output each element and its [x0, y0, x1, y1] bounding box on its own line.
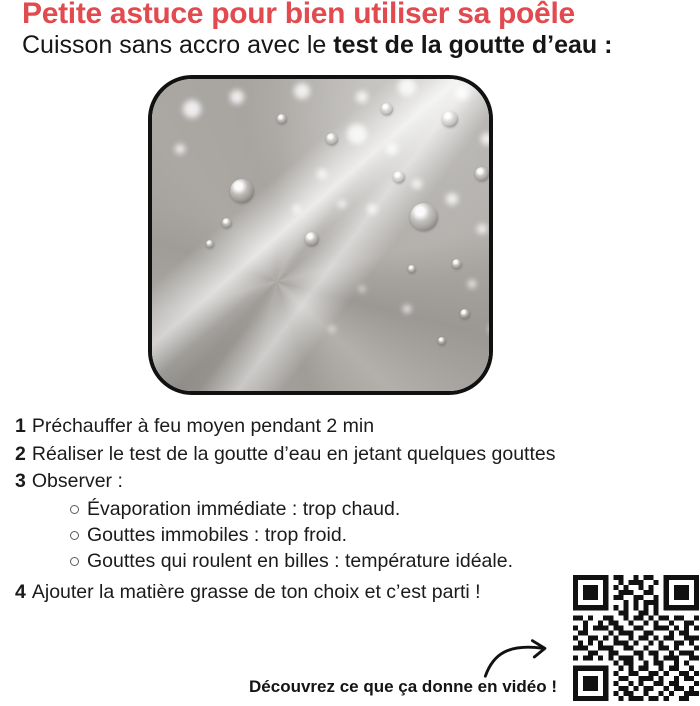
water-speck [468, 280, 476, 288]
water-speck [338, 200, 346, 208]
water-speck [359, 286, 365, 292]
water-droplet [206, 240, 214, 248]
curved-arrow-icon [478, 633, 558, 681]
water-droplet [230, 179, 254, 203]
observation-item-cold [70, 522, 685, 548]
water-speck [183, 100, 201, 118]
water-droplet [277, 114, 287, 124]
water-speck [398, 78, 416, 96]
water-droplet [222, 218, 232, 228]
step-2-text: Réaliser le test de la goutte d’eau en jetant quelques gouttes [31, 442, 556, 465]
water-speck [455, 86, 469, 100]
water-speck [329, 326, 335, 332]
water-droplet [452, 259, 462, 269]
water-droplet [460, 309, 470, 319]
pan-photo [148, 75, 493, 395]
water-speck [446, 193, 458, 205]
water-speck [481, 133, 493, 145]
water-speck [294, 83, 310, 99]
observation-text: Évaporation immédiate : trop chaud. [87, 497, 401, 520]
step-3-text: Observer : [31, 470, 123, 492]
circle-bullet-icon [70, 531, 79, 540]
water-droplet [475, 167, 489, 181]
water-speck [367, 204, 377, 214]
page-subtitle [22, 31, 612, 60]
water-speck [412, 179, 422, 189]
step-1-number: 1 [15, 415, 26, 437]
observation-item-ideal [70, 548, 685, 574]
step-3-number: 3 [15, 470, 26, 492]
step-2 [15, 441, 685, 469]
observation-text: Gouttes immobiles : trop froid. [87, 523, 348, 546]
water-speck [477, 224, 487, 234]
circle-bullet-icon [70, 557, 79, 566]
water-droplet [410, 203, 438, 231]
water-droplet [381, 103, 393, 115]
water-speck [230, 90, 244, 104]
water-droplet [442, 111, 458, 127]
water-droplet [393, 171, 405, 183]
step-1-text: Préchauffer à feu moyen pendant 2 min [31, 415, 375, 437]
circle-bullet-icon [70, 505, 79, 514]
water-speck [489, 324, 493, 334]
water-speck [317, 169, 327, 179]
water-droplet [408, 265, 416, 273]
water-speck [347, 124, 367, 144]
water-droplet [305, 232, 319, 246]
step-4-text: Ajouter la matière grasse de ton choix et c’est parti ! [31, 580, 481, 603]
water-speck [293, 205, 301, 213]
video-caption: Découvrez ce que ça donne en vidéo ! [249, 677, 557, 696]
step-1 [15, 413, 685, 441]
step-4-number: 4 [15, 580, 26, 603]
subtitle-regular: Cuisson sans accro avec le [22, 31, 334, 59]
step-3 [15, 468, 685, 496]
water-speck [175, 144, 185, 154]
water-speck [403, 305, 411, 313]
observation-list [15, 496, 685, 574]
pan-photo-surface [152, 79, 489, 391]
observation-text: Gouttes qui roulent en billes : température idéale. [87, 549, 514, 572]
water-droplet [438, 337, 446, 345]
water-speck [356, 91, 368, 103]
qr-code [572, 575, 700, 701]
step-2-number: 2 [15, 442, 26, 465]
water-speck [386, 143, 398, 155]
water-droplet [326, 133, 338, 145]
subtitle-bold: test de la goutte d’eau : [333, 31, 613, 59]
page-title: Petite astuce pour bien utiliser sa poêle [22, 0, 575, 30]
observation-item-hot [70, 496, 685, 522]
